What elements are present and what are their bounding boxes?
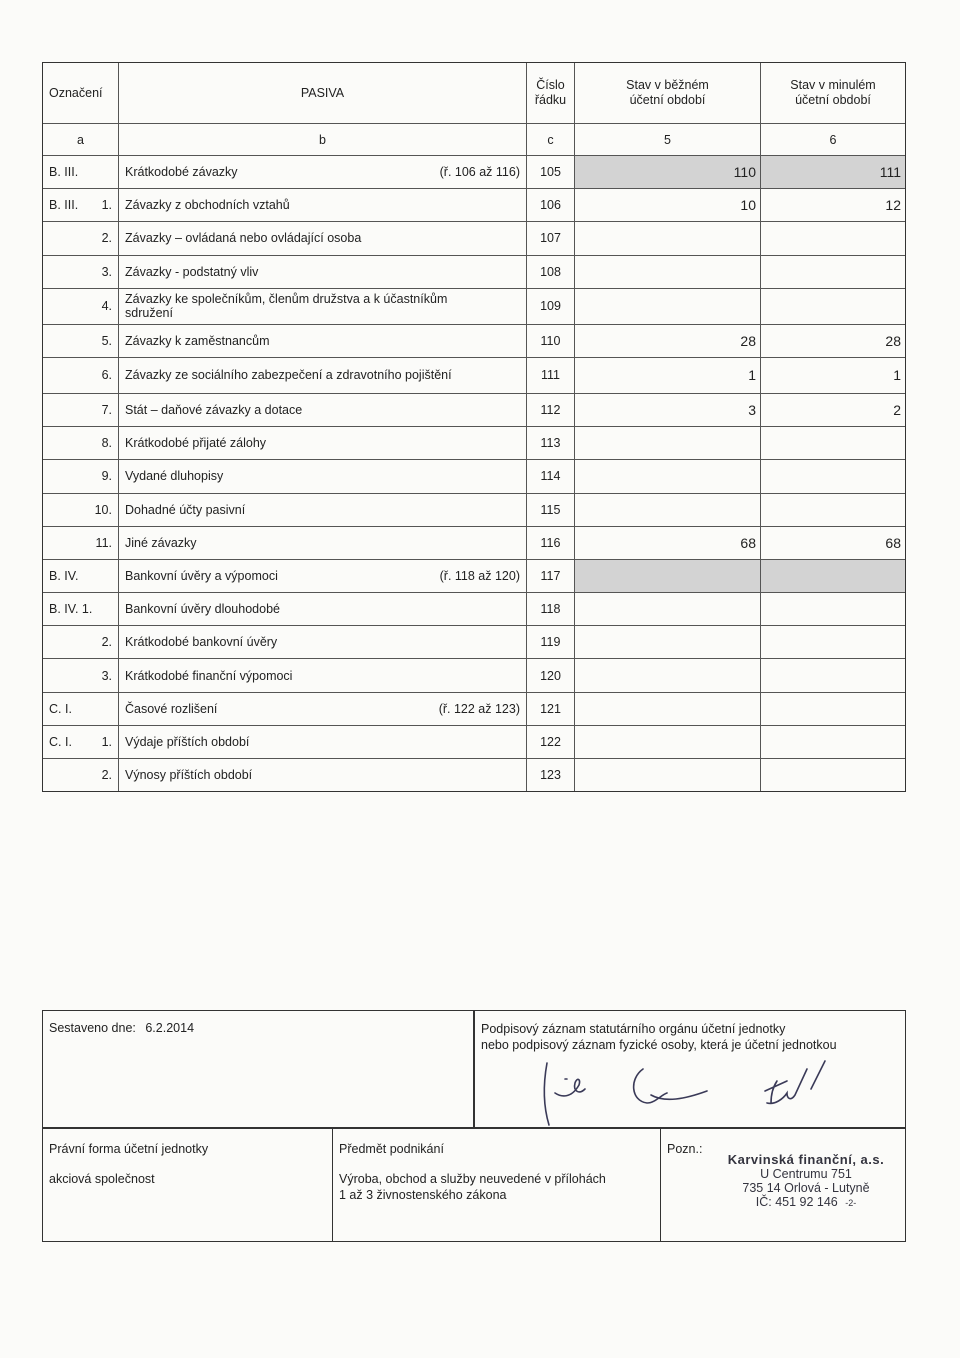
- row-number: 119: [527, 626, 575, 658]
- table-row: [43, 725, 905, 758]
- row-previous-value: 68: [885, 534, 901, 551]
- row-previous-value: 1: [893, 367, 901, 384]
- row-previous-value: 28: [885, 332, 901, 349]
- row-previous-value: [761, 693, 905, 725]
- row-label-wrap: [119, 231, 526, 245]
- podpis-line1: Podpisový záznam statutárního orgánu účetní jednotky: [481, 1022, 786, 1036]
- row-label-cell: [119, 626, 527, 658]
- row-label: Závazky z obchodních vztahů: [125, 198, 290, 213]
- row-label-wrap: [119, 436, 526, 450]
- row-current-value: [575, 460, 761, 492]
- row-label-wrap: [119, 503, 526, 517]
- pravni-forma-label: Právní forma účetní jednotky: [49, 1142, 209, 1156]
- row-oznaceni: [43, 759, 119, 791]
- row-label-cell: [119, 222, 527, 254]
- row-oznaceni-item: 8.: [101, 436, 112, 451]
- header-minule-obdobi: [761, 63, 905, 123]
- row-oznaceni-group: C. I.: [49, 734, 72, 749]
- table-row: [43, 592, 905, 625]
- row-label: Časové rozlišení: [125, 701, 218, 716]
- row-current-value: [575, 256, 761, 288]
- header-bezne-obdobi: [575, 63, 761, 123]
- predmet-label: Předmět podnikání: [339, 1142, 444, 1156]
- row-current-value: 1: [575, 358, 761, 393]
- row-label-wrap: [119, 735, 526, 749]
- row-number: 118: [527, 593, 575, 625]
- row-label-cell: [119, 460, 527, 492]
- row-label: Bankovní úvěry dlouhodobé: [125, 602, 280, 617]
- table-row: [43, 221, 905, 254]
- column-letters-row: [43, 123, 905, 155]
- row-label-cell: [119, 358, 527, 393]
- row-label-wrap: [119, 198, 526, 212]
- sestaveno-date: 6.2.2014: [145, 1021, 195, 1035]
- table-row: [43, 324, 905, 357]
- row-previous-value: [761, 289, 905, 324]
- row-oznaceni-item: 1.: [101, 198, 112, 213]
- row-label: Vydané dluhopisy: [125, 469, 224, 484]
- row-oznaceni-item: 7.: [101, 403, 112, 418]
- row-oznaceni-item: 9.: [101, 469, 112, 484]
- sestaveno-box: [42, 1010, 474, 1128]
- row-label-cell: [119, 256, 527, 288]
- row-oznaceni-group: B. IV.: [49, 568, 79, 583]
- row-label-cell: [119, 427, 527, 459]
- row-previous-value: [761, 460, 905, 492]
- row-label: Krátkodobé závazky: [125, 165, 238, 180]
- company-stamp: [721, 1153, 891, 1210]
- row-previous-value: [761, 593, 905, 625]
- row-range: (ř. 118 až 120): [439, 568, 520, 583]
- row-current-value: [575, 289, 761, 324]
- row-range: (ř. 106 až 116): [439, 165, 520, 180]
- table-row: [43, 188, 905, 221]
- row-previous-value: [761, 659, 905, 691]
- table-row: [43, 426, 905, 459]
- row-number: 107: [527, 222, 575, 254]
- row-current-value: 68: [575, 527, 761, 559]
- header-bezne-line2: účetní období: [629, 93, 706, 107]
- row-label: Krátkodobé přijaté zálohy: [125, 436, 267, 451]
- row-oznaceni-item: 11.: [95, 535, 112, 550]
- row-oznaceni-group: B. IV. 1.: [49, 602, 93, 617]
- row-label-cell: [119, 156, 527, 188]
- row-label: Závazky ke společníkům, členům družstva a k účastníkům sdružení: [125, 292, 448, 321]
- row-number: 112: [527, 394, 575, 426]
- row-oznaceni-item: 6.: [101, 368, 112, 383]
- row-number: 117: [527, 560, 575, 592]
- header-oznaceni: Označení: [43, 63, 119, 123]
- row-label-wrap: [119, 334, 526, 348]
- row-label-cell: [119, 394, 527, 426]
- row-label-wrap: [119, 669, 526, 683]
- row-previous-value: [761, 494, 905, 526]
- pasiva-table: [42, 62, 906, 792]
- row-number: 123: [527, 759, 575, 791]
- row-label-cell: [119, 289, 527, 324]
- row-previous-value: 12: [885, 197, 901, 214]
- row-current-value: [575, 759, 761, 791]
- row-oznaceni: [43, 693, 119, 725]
- row-label-wrap: [119, 265, 526, 279]
- row-label: Závazky - podstatný vliv: [125, 264, 259, 279]
- row-label-cell: [119, 726, 527, 758]
- row-label-cell: [119, 325, 527, 357]
- row-number: 113: [527, 427, 575, 459]
- row-number: 121: [527, 693, 575, 725]
- row-current-value: [575, 593, 761, 625]
- row-number: 110: [527, 325, 575, 357]
- pozn-label: Pozn.:: [667, 1142, 703, 1156]
- row-current-value: [575, 693, 761, 725]
- row-oznaceni-item: 10.: [94, 502, 112, 517]
- row-oznaceni-item: 2.: [101, 635, 112, 650]
- table-row: [43, 255, 905, 288]
- row-oznaceni: [43, 593, 119, 625]
- row-label-wrap: [119, 569, 526, 583]
- header-bezne-line1: Stav v běžném: [626, 78, 709, 92]
- row-label: Závazky – ovládaná nebo ovládající osoba: [125, 231, 362, 246]
- row-label: Krátkodobé finanční výpomoci: [125, 668, 293, 683]
- row-current-value: [575, 494, 761, 526]
- row-label-cell: [119, 494, 527, 526]
- row-range: (ř. 122 až 123): [438, 701, 520, 716]
- stamp-street: U Centrumu 751: [760, 1167, 852, 1181]
- row-oznaceni-group: B. III.: [49, 165, 79, 180]
- row-label-wrap: [119, 368, 526, 382]
- row-number: 120: [527, 659, 575, 691]
- row-previous-value: 111: [761, 156, 905, 188]
- row-label-cell: [119, 593, 527, 625]
- table-row: [43, 459, 905, 492]
- row-label-wrap: [119, 635, 526, 649]
- predmet-line2: 1 až 3 živnostenského zákona: [339, 1188, 507, 1202]
- row-oznaceni: [43, 626, 119, 658]
- row-oznaceni-item: 2.: [101, 768, 112, 783]
- row-label-wrap: [119, 292, 526, 320]
- row-label-wrap: [119, 768, 526, 782]
- table-row: [43, 393, 905, 426]
- row-label-cell: [119, 527, 527, 559]
- row-label: Závazky k zaměstnancům: [125, 333, 270, 348]
- row-current-value: 10: [575, 189, 761, 221]
- row-number: 106: [527, 189, 575, 221]
- row-current-value: [575, 427, 761, 459]
- row-previous-value: [761, 626, 905, 658]
- table-row: [43, 357, 905, 393]
- row-label-cell: [119, 693, 527, 725]
- row-previous-value: 2: [893, 402, 901, 419]
- row-oznaceni: [43, 222, 119, 254]
- row-current-value: [575, 222, 761, 254]
- table-header: [43, 63, 905, 123]
- row-label-cell: [119, 189, 527, 221]
- row-number: 114: [527, 460, 575, 492]
- row-oznaceni: [43, 256, 119, 288]
- stamp-ic-value: IČ: 451 92 146: [755, 1195, 838, 1209]
- row-oznaceni: [43, 726, 119, 758]
- row-number: 116: [527, 527, 575, 559]
- row-current-value: [575, 626, 761, 658]
- row-oznaceni-item: 1.: [101, 734, 112, 749]
- table-row: [43, 526, 905, 559]
- row-number: 109: [527, 289, 575, 324]
- row-previous-value: [761, 256, 905, 288]
- row-label-wrap: [119, 469, 526, 483]
- row-label: Jiné závazky: [125, 535, 197, 550]
- header-cislo-radku: [527, 63, 575, 123]
- row-oznaceni: [43, 494, 119, 526]
- row-oznaceni: [43, 560, 119, 592]
- header-cislo-line1: Číslo: [536, 78, 565, 92]
- table-row: [43, 692, 905, 725]
- row-current-value: 3: [575, 394, 761, 426]
- row-label-wrap: [119, 702, 526, 716]
- table-row: [43, 155, 905, 188]
- row-label: Krátkodobé bankovní úvěry: [125, 635, 278, 650]
- row-oznaceni: [43, 527, 119, 559]
- row-current-value: [575, 659, 761, 691]
- row-current-value: [575, 560, 761, 592]
- table-row: [43, 288, 905, 324]
- row-previous-value: [761, 222, 905, 254]
- table-body: [43, 155, 905, 791]
- pravni-forma-cell: [43, 1129, 333, 1241]
- row-number: 105: [527, 156, 575, 188]
- row-oznaceni: [43, 325, 119, 357]
- row-label-wrap: [119, 536, 526, 550]
- row-current-value: [575, 726, 761, 758]
- sestaveno-label: Sestaveno dne:: [49, 1021, 136, 1035]
- predmet-line1: Výroba, obchod a služby neuvedené v přílohách: [339, 1172, 606, 1186]
- row-current-value: 28: [575, 325, 761, 357]
- row-label-wrap: [119, 165, 526, 179]
- letter-6: 6: [829, 132, 837, 147]
- poznamka-cell: [661, 1129, 905, 1241]
- row-oznaceni-item: 3.: [101, 668, 112, 683]
- header-pasiva: PASIVA: [119, 63, 527, 123]
- bottom-info-row: [42, 1128, 906, 1242]
- table-row: [43, 493, 905, 526]
- row-number: 122: [527, 726, 575, 758]
- stamp-ic: [721, 1195, 891, 1210]
- row-label-wrap: [119, 403, 526, 417]
- row-oznaceni: [43, 659, 119, 691]
- row-oznaceni: [43, 460, 119, 492]
- row-current-value: 110: [575, 156, 761, 188]
- table-row: [43, 758, 905, 791]
- row-number: 115: [527, 494, 575, 526]
- row-oznaceni: [43, 289, 119, 324]
- row-oznaceni: [43, 358, 119, 393]
- row-label: Závazky ze sociálního zabezpečení a zdravotního pojištění: [125, 368, 452, 383]
- header-cislo-line2: řádku: [534, 93, 567, 107]
- row-oznaceni-group: C. I.: [49, 701, 72, 716]
- header-minule-line1: Stav v minulém: [790, 78, 876, 92]
- row-previous-value: [761, 560, 905, 592]
- table-row: [43, 658, 905, 691]
- row-oznaceni: [43, 394, 119, 426]
- row-label: Stát – daňové závazky a dotace: [125, 403, 303, 418]
- row-label-cell: [119, 560, 527, 592]
- row-label: Výdaje příštích období: [125, 734, 250, 749]
- row-number: 111: [527, 358, 575, 393]
- letter-c: c: [527, 124, 575, 155]
- row-previous-value: [761, 726, 905, 758]
- row-oznaceni-item: 3.: [101, 264, 112, 279]
- row-previous-value: [761, 759, 905, 791]
- row-oznaceni: [43, 427, 119, 459]
- row-oznaceni-item: 2.: [101, 231, 112, 246]
- row-oznaceni-item: 4.: [101, 299, 112, 314]
- row-label-cell: [119, 659, 527, 691]
- letter-b: b: [119, 124, 527, 155]
- row-oznaceni-group: B. III.: [49, 198, 79, 213]
- page-number: -2-: [845, 1198, 857, 1208]
- header-minule-line2: účetní období: [795, 93, 871, 107]
- pravni-forma-value: akciová společnost: [49, 1172, 155, 1186]
- table-row: [43, 625, 905, 658]
- row-number: 108: [527, 256, 575, 288]
- row-label: Výnosy příštích období: [125, 768, 253, 783]
- row-label-wrap: [119, 602, 526, 616]
- letter-5: 5: [575, 124, 761, 155]
- row-label: Bankovní úvěry a výpomoci: [125, 568, 278, 583]
- podpis-line2: nebo podpisový záznam fyzické osoby, která je účetní jednotkou: [481, 1038, 837, 1052]
- row-label: Dohadné účty pasivní: [125, 502, 246, 517]
- handwritten-signature: [525, 1055, 865, 1127]
- stamp-city: 735 14 Orlová - Lutyně: [742, 1181, 870, 1195]
- row-oznaceni: [43, 156, 119, 188]
- letter-a: a: [43, 124, 119, 155]
- table-row: [43, 559, 905, 592]
- stamp-company-name: Karvinská finanční, a.s.: [727, 1152, 885, 1167]
- row-label-cell: [119, 759, 527, 791]
- row-oznaceni-item: 5.: [101, 333, 112, 348]
- row-oznaceni: [43, 189, 119, 221]
- row-previous-value: [761, 427, 905, 459]
- predmet-podnikani-cell: [333, 1129, 661, 1241]
